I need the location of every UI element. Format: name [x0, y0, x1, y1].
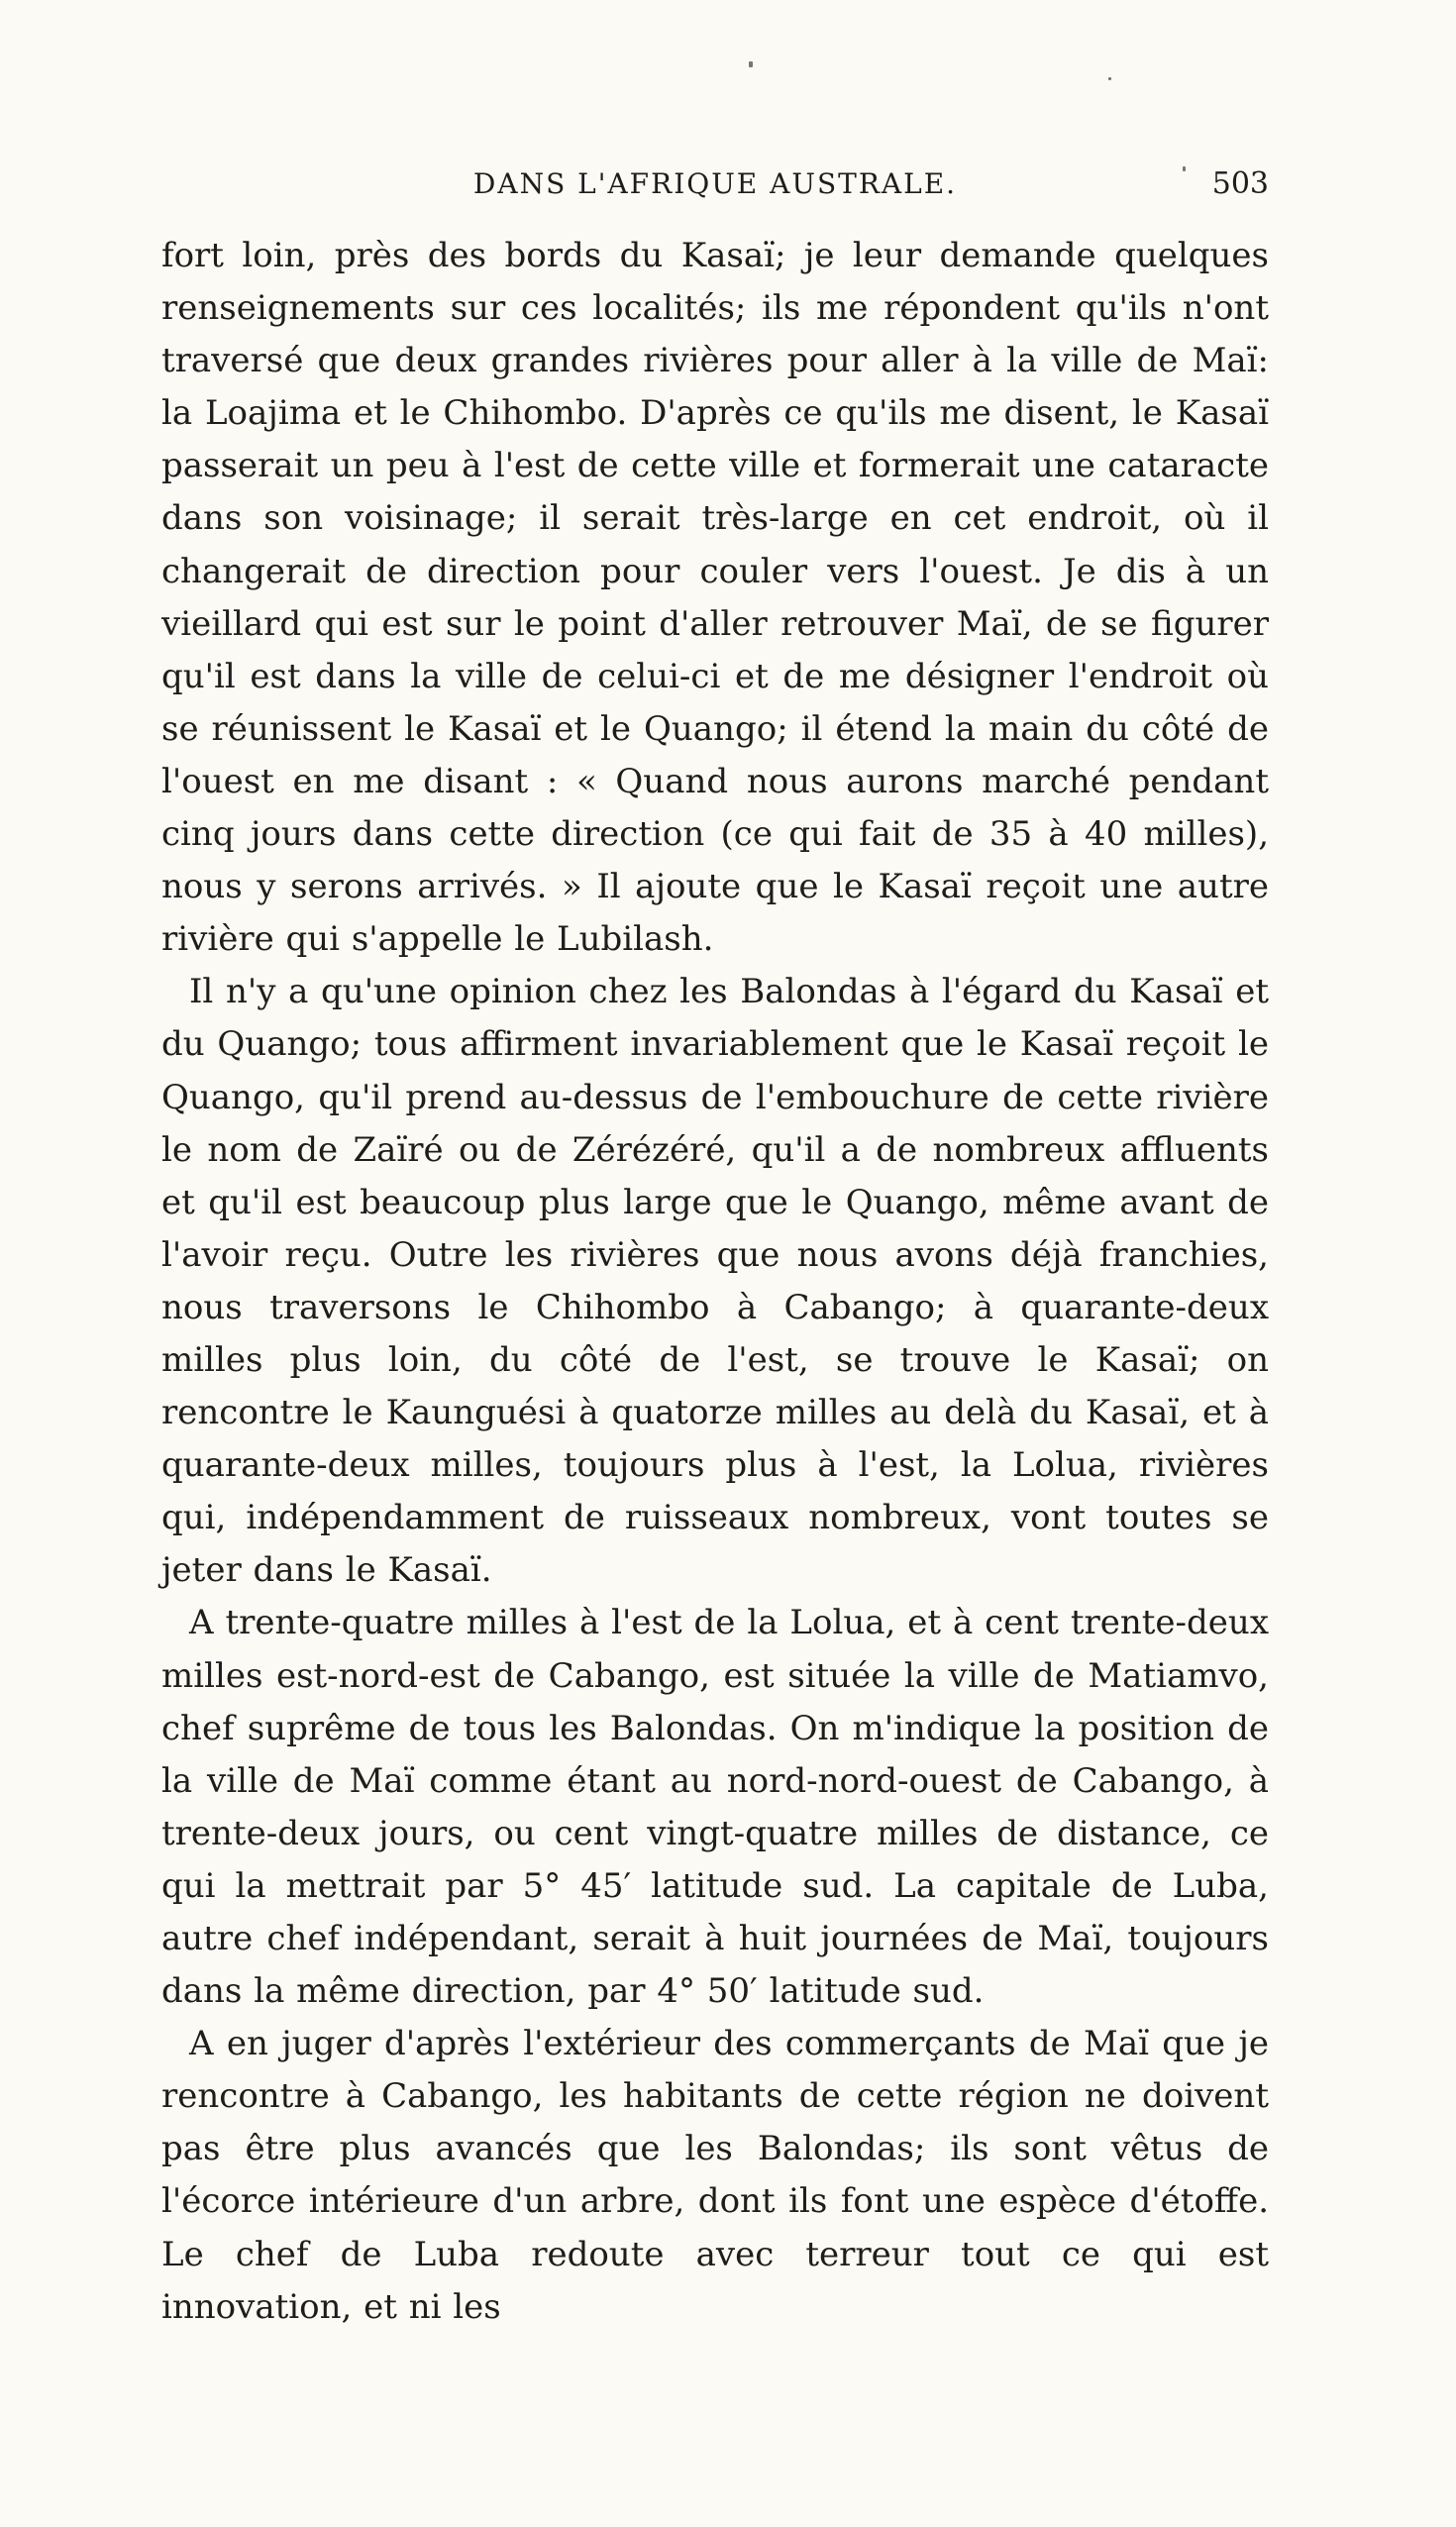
paragraph: Il n'y a qu'une opinion chez les Balondas à l'égard du Kasaï et du Quango; tous affirment invariablement que le Kasaï reçoit le Quango, qu'il prend au-dessus de l'embouchure de cette rivière le nom de Zaïré ou de Zérézéré, qu'il a de nombreux affluents et qu'il est beaucoup plus large que le Quango, même avant de l'avoir reçu. Outre les rivières que nous avons déjà franchies, nous traversons le Chihombo à Cabango; à quarante-deux milles plus loin, du côté de l'est, se trouve le Kasaï; on rencontre le Kaunguési à quatorze milles au delà du Kasaï, et à quarante-deux milles, toujours plus à l'est, la Lolua, rivières qui, indépendamment de ruisseaux nombreux, vont toutes se jeter dans le Kasaï. [161, 972, 1269, 1591]
running-head [161, 164, 1269, 204]
paragraph: A trente-quatre milles à l'est de la Lolua, et à cent trente-deux milles est-nord-est de Cabango, est située la ville de Matiamvo, chef suprême de tous les Balondas. On m'indique la position de la ville de Maï comme étant au nord-nord-ouest de Cabango, à trente-deux jours, ou cent vingt-quatre milles de distance, ce qui la mettrait par 5° 45′ latitude sud. La capitale de Luba, autre chef indépendant, serait à huit journées de Maï, toujours dans la même direction, par 4° 50′ latitude sud. [161, 1603, 1269, 2012]
ink-speck [1108, 77, 1111, 80]
ink-speck [749, 61, 753, 67]
page-number: 503 [1211, 166, 1269, 201]
paragraph: A en juger d'après l'extérieur des commerçants de Maï que je rencontre à Cabango, les habitants de cette région ne doivent pas être plus avancés que les Balondas; ils sont vêtus de l'écorce intérieure d'un arbre, dont ils font une espèce d'étoffe. Le chef de Luba redoute avec terreur tout ce qui est innovation, et ni les [161, 2024, 1269, 2327]
running-title: DANS L'AFRIQUE AUSTRALE. [472, 167, 958, 200]
paragraph: fort loin, près des bords du Kasaï; je leur demande quelques renseignements sur ces localités; ils me répondent qu'ils n'ont traversé que deux grandes rivières pour aller à la ville de Maï: la Loajima et le Chihombo. D'après ce qu'ils me disent, le Kasaï passerait un peu à l'est de cette ville et formerait une cataracte dans son voisinage; il serait très-large en cet endroit, où il changerait de direction pour couler vers l'ouest. Je dis à un vieillard qui est sur le point d'aller retrouver Maï, de se figurer qu'il est dans la ville de celui-ci et de me désigner l'endroit où se réunissent le Kasaï et le Quango; il étend la main du côté de l'ouest en me disant : « Quand nous aurons marché pendant cinq jours dans cette direction (ce qui fait de 35 à 40 milles), nous y serons arrivés. » Il ajoute que le Kasaï reçoit une autre rivière qui s'appelle le Lubilash. [161, 236, 1269, 960]
body-text [161, 230, 1269, 2334]
